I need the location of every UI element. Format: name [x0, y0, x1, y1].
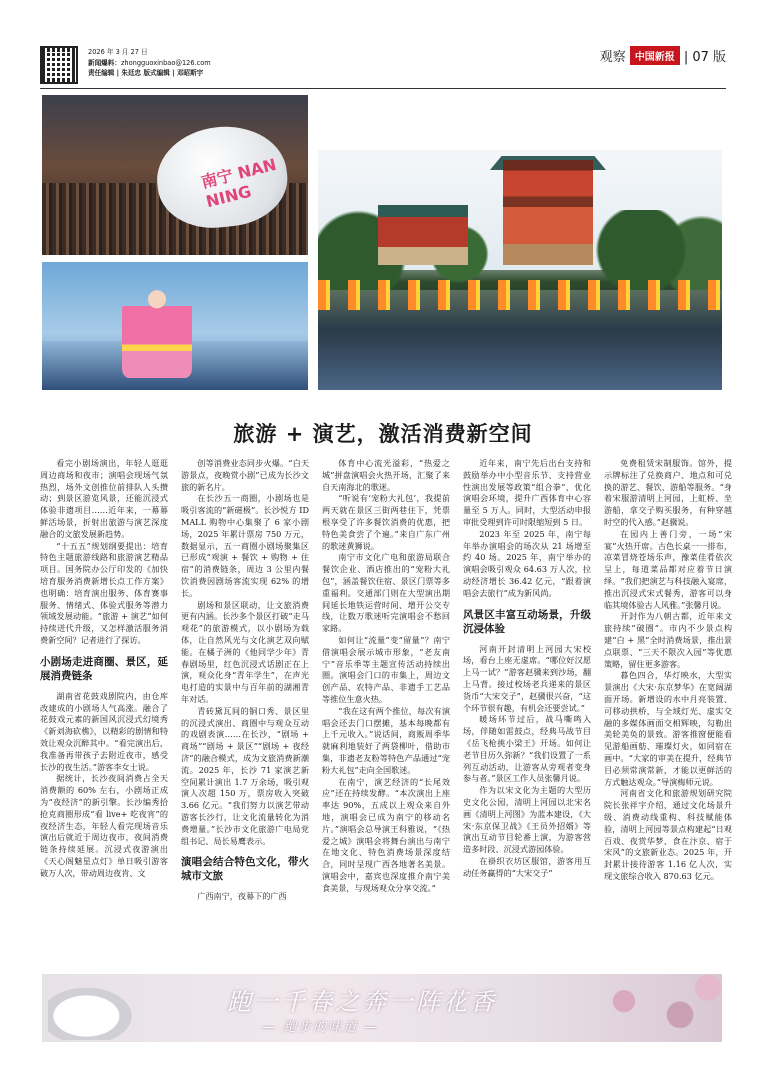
- section-heading: 小剧场走进商圈、景区，延展消费链条: [40, 655, 168, 682]
- header-rule: [40, 88, 726, 89]
- photo-stage-dancer: [42, 262, 308, 390]
- section-label: [600, 46, 726, 65]
- paragraph: 创等消费业态同步火爆。“白天游景点，夜晚赏小剧”已成为长沙文旅的新名片。: [181, 458, 309, 492]
- tower-shape: [503, 160, 593, 265]
- section-heading: 演唱会结合特色文化，带火城市文旅: [181, 856, 309, 883]
- paragraph: 据统计，长沙夜间消费占全天消费额的 60% 左右，小剧场正成为“夜经济”的新引擎。长沙编秀拾抢克商圈形成“看 live+ 吃夜宵”的夜经济生态，年轻人看完现场音乐演出后就近于周边夜市，夜间消费链条持续延展。沉浸式夜游演出《天心阁魅星点灯》单日吸引游客破万人次，带动周边夜肯、文: [40, 773, 168, 878]
- paragraph: 免费租赁宋制服饰。馆外，提示牌标注了兑换商户、地点和可兑换的游艺、餐饮、游船等服务。“身着宋服游清明上河园，上虹桥、坐游船，拿交子购买服务，有种穿越时空的代入感。”赵骥说。: [604, 458, 732, 527]
- photo-concert-balloon: [42, 95, 308, 255]
- issue-date: 2026 年 3 月 27 日: [88, 48, 148, 56]
- bottom-banner: [42, 974, 722, 1042]
- page-header: [40, 44, 726, 84]
- flowers-icon: [582, 974, 722, 1042]
- paragraph: 如何让“流量”变“留量”？南宁借演唱会展示城市形象，“老友南宁”音乐季等主题宣传活动持续出圈。演唱会门口的市集上，周边文创产品、农特产品、非遗手工艺品等推位生意火热。: [322, 634, 450, 704]
- paragraph: 南宁市文化广电和旅游局联合餐饮企业、酒店推出的“宠粉大礼包”，涵盖餐饮住宿、景区门票等多重福利。交通部门则在大型演出期间延长地铁运营时间、增开公交专线，让数万歌迷听完演唱会不愁回家路。: [322, 552, 450, 634]
- paragraph: 青砖黛瓦间的铜口秀、景区里的沉浸式演出、商圈中与观众互动的戏剧表演……在长沙，“剧场 + 商场”“剧场 + 景区”“剧场 + 夜经济”的融合模式，成为文旅消费新潮流。2025 年，长沙 71 家演艺新空间累计演出 1.7 万余场，吸引观演人次超 150 万，票房收入突破 3.66 亿元。“我们努力以演艺带动游客长沙行，让文化流量转化为消费增量。”长沙市文化旅游广电局党组书记、局长易鹰表示。: [181, 705, 309, 846]
- paragraph: 广西南宁，夜幕下的广西: [197, 891, 287, 902]
- photo-scenic-park: [318, 150, 722, 390]
- banner-subtitle: — 跑步的味道 —: [262, 1020, 380, 1035]
- paragraph: 剧场和景区联动，让文旅消费更有内涵。长沙多个景区打破“走马观花”的旅游模式，以小剧场为载体，让自然风光与文化演艺双向赋能。在橘子洲的《他同学少年》青春剧场里，红色沉浸式话剧正在上演，观众化身“青年学生”，在声光电打造的实景中与百年前的湖湘青年对话。: [181, 599, 309, 704]
- paragraph: “十五五”规划纲要提出：培育特色主题旅游线路和旅游演艺精品项目。国务院办公厅印发的《加快培育服务消费新增长点工作方案》也明确：培育演出服务、体育赛事服务、情绪式、体验式服务等潜力领域发展动能。“旅游 + 演艺”如何持续迸代升级，又怎样激活服务消费新空间？记者进行了探访。: [40, 540, 168, 645]
- paragraph: 作为以宋文化为主题的大型历史文化公园，清明上河园以北宋名画《清明上河图》为蓝本建设，《大宋·东京保卫战》《王员外招婿》等演出互动节目轮番上演，为游客营造多时段、沉浸式游园体验。: [463, 785, 591, 855]
- qr-code-icon: [40, 46, 78, 84]
- article-body: [40, 458, 732, 980]
- article-column: [322, 458, 450, 980]
- paragraph: 看完小剧场演出，年轻人逛逛周边商场和夜市；演唱会现场气氛热烈，场外文创推位前排队人头攒动；到景区游览风景，还能沉浸式体验非遗项目……近年来，一幕幕鲜活场景，折射出旅游与演艺深度融合的文旅发展新趋势。: [40, 458, 168, 539]
- lanterns-shape: [318, 280, 722, 310]
- article-column: [181, 458, 309, 980]
- section-heading: 风景区丰富互动场景，升级沉浸体验: [463, 608, 591, 635]
- editors: 责任编辑 | 朱廷忠 版式编辑 | 邓昭斯宇: [88, 69, 204, 77]
- paragraph: 开封作为八朝古都，近年来文旅持续“破圈”。市内不少景点构建“白 + 黑”全时消费场景，推出景点联票、“三天不限次入园”等优惠策略，留住更多游客。: [604, 611, 732, 669]
- email-label: 新闻爆料：: [88, 58, 121, 67]
- headline: 旅游 + 演艺，激活消费新空间: [233, 422, 533, 446]
- running-shoes-icon: [48, 980, 144, 1040]
- paragraph: 体育中心流光溢彩，“热爱之城”拼盘演唱会火热开场，汇聚了来自天南海北的歌迷。: [322, 458, 450, 492]
- paragraph: 在园内上善门旁，一场“宋宴”火热开席。古色长桌一一排布，凉菜冒烧苍场乐声，豫菜佳肴依次呈上，每道菜品都对应着节日演绎。“我们把演艺与科技融入宴席，推出沉浸式宋式餐秀，游客可以身临其境体验古人风雅。”张馨月说。: [604, 528, 732, 610]
- email-value: zhongguoxinbao@126.com: [120, 58, 211, 67]
- article-column: [40, 458, 168, 980]
- tip-email: [88, 58, 211, 69]
- dancer-shape: [122, 282, 192, 378]
- article-column: [463, 458, 591, 980]
- paragraph: “听说有‘宠粉大礼包’，我提前两天就在景区三街两巷住下，凭票根享受了许多餐饮消费的优惠，把特色美食尝了个遍。”来自广东广州的歌迷黄狮说。: [322, 493, 450, 551]
- paragraph: 2023 年至 2025 年，南宁每年举办演唱会的场次从 21 场增至约 40 场。2025 年，南宁举办的演唱会吸引观众 64.63 万人次，拉动经济增长 36.42 亿元，“跟着演唱会去旅行”成为新风尚。: [463, 528, 591, 598]
- paragraph: 湖南省花鼓戏剧院内，由仓库改建成的小剧场人气高涨。融合了花鼓戏元素的新国风沉浸式幻境秀《新刘海砍樵》，以精彩的剧情和特效让观众沉醉其中。“看完演出后，我准备再带孩子去附近夜市，感受长沙的夜生活。”游客李女士说。: [40, 690, 168, 772]
- paragraph: 在南宁，演艺经济的“长尾效应”还在持续发酵。“本次演出上座率达 90%，五成以上观众来自外地，演唱会已成为南宁的移动名片。”演唱会总导演王科雅说，“《热爱之城》演唱会将舞台演出与南宁在地文化、特色消费场景深度结合，同时呈现广西各地著名美景。演唱会中，嘉宾也深度推介南宁美食美景，与现场观众分享交流。”: [322, 776, 450, 893]
- paragraph: 近年来，南宁先后出台支持和鼓励举办中小型音乐节、支持营业性演出发展等政策“组合拳”，优化演唱会环境，提升广西体育中心容量至 5 万人。同时，大型活动申报审批受理到许可时限缩短到 5 日。: [463, 458, 591, 527]
- paragraph: 河南省文化和旅游规划研究院院长张祥宇介绍，通过文化场景升级、消费动线重构、科技赋能体验，清明上河园等景点构建起“日观百戏、夜赏华梦、食在汴京、宿于宋风”的文旅新业态。2025 年，开封累计接待游客 1.16 亿人次，实现文旅综合收入 870.63 亿元。: [604, 788, 732, 881]
- paragraph: 在长沙五一商圈，小剧场也是吸引客流的“新磁极”。长沙悦方 ID MALL 购物中心集聚了 6 家小剧场，2025 年累计票房 750 万元，数据显示，五一商圈小剧场聚集区已形成“观演 + 餐饮 + 购物 + 住宿”的消费链条，周边 3 公里内餐饮消费因剧场客流实现 62% 的增长。: [181, 493, 309, 598]
- hall-shape: [378, 205, 468, 265]
- banner-title: 跑一千春之奔一阵花香: [227, 988, 497, 1016]
- paragraph: “我在这有两个推位，每次有演唱会还去门口摆摊，基本每晚都有上千元收入。”说话间，商贩周季华就麻利地装好了两袋柳叶，借助市集，非遗老友粉等特色产品通过“宠粉大礼包”走向全国歌迷。: [322, 705, 450, 775]
- newspaper-logo: 中国新报: [630, 46, 680, 65]
- article-column: [604, 458, 732, 980]
- balloon-text: 南宁 NAN NING: [199, 154, 279, 212]
- paragraph: 暮色四合，华灯映水，大型实景演出《大宋·东京梦华》在宽阔湖面开场。新增设的水中月亮装置、可移动拱桥，与全域灯光、虚实交融的多媒体画面交相辉映，勾勒出美轮美奂的景致。游客推窗便能看见游船画舫、璀璨灯火，如同宿在画中。“大家的审美在提升，经典节目必须常演常新，才能以更鲜活的方式触达观众。”导演梅师元说。: [604, 670, 732, 787]
- section-name: 观察: [599, 50, 626, 65]
- paragraph: 在褂织衣坊区服馆，游客用互动任务赢得的“大宋交子”: [463, 855, 591, 878]
- header-meta: [88, 47, 211, 79]
- paragraph: 暖场环节过后，战马嘶鸣入场，伴随如雷鼓点，经典马战节目《岳飞枪挑小梁王》开场。如何让老节目历久弥新？“我们设置了一系列互动活动，让游客从旁观者变身参与者。”景区工作人员张馨月说。: [463, 714, 591, 784]
- paragraph: 河南开封清明上河园大宋校场，看台上座无虚席。“哪位好汉愿上马一试？”游客赵骥来到沙场，翻上马背。接过校场老兵递来的景区货币“大宋交子”，赵骥很兴奋，“这个环节很有趣，有机会还要尝试。”: [463, 643, 591, 713]
- page-number: | 07 版: [683, 50, 726, 65]
